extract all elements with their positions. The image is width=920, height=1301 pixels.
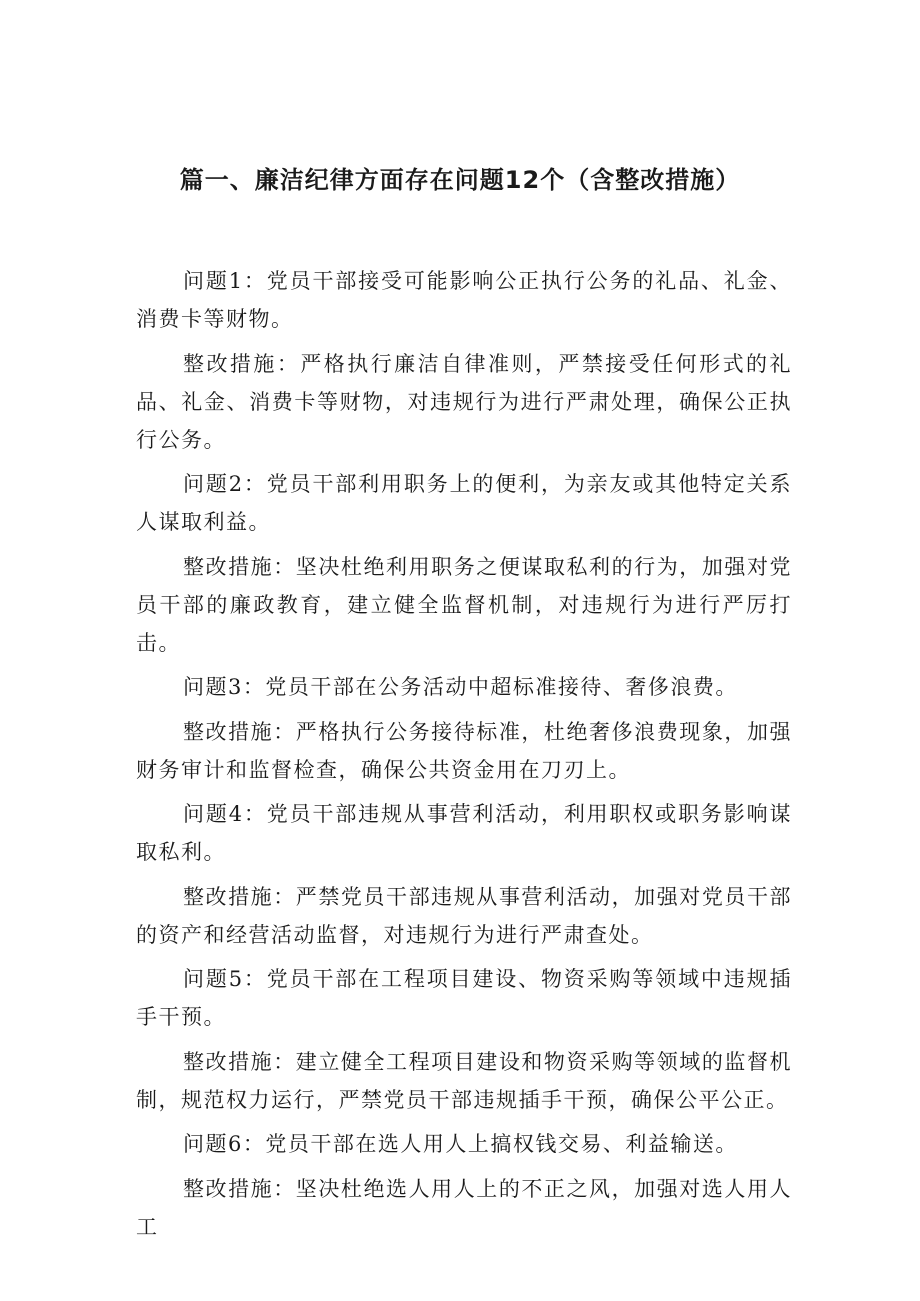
issue-label: 问题1： [183, 269, 267, 293]
issue-text: 党员干部在工程项目建设、物资采购等领域中违规插手干预。 [136, 967, 792, 1029]
issue-paragraph-6 [136, 1125, 792, 1163]
issue-paragraph-1 [136, 262, 792, 338]
issue-text: 党员干部接受可能影响公正执行公务的礼品、礼金、消费卡等财物。 [136, 269, 792, 331]
measure-label: 整改措施： [183, 1050, 296, 1074]
document-title: 篇一、廉洁纪律方面存在问题12个（含整改措施） [179, 166, 741, 194]
measure-text: 严禁党员干部违规从事营利活动，加强对党员干部的资产和经营活动监督，对违规行为进行严肃查处。 [136, 885, 793, 947]
issue-paragraph-2 [136, 465, 792, 541]
measure-label: 整改措施： [183, 720, 296, 744]
measure-paragraph-4 [136, 878, 792, 954]
measure-paragraph-6 [136, 1170, 792, 1246]
issue-text: 党员干部利用职务上的便利，为亲友或其他特定关系人谋取利益。 [136, 472, 792, 534]
measure-paragraph-2 [136, 548, 792, 662]
issue-text: 党员干部在选人用人上搞权钱交易、利益输送。 [265, 1132, 738, 1156]
issue-paragraph-3 [136, 668, 792, 706]
measure-text: 严格执行廉洁自律准则，严禁接受任何形式的礼品、礼金、消费卡等财物，对违规行为进行严肃处理，确保公正执行公务。 [136, 352, 793, 452]
issue-label: 问题6： [183, 1132, 266, 1156]
issue-label: 问题3： [183, 675, 266, 699]
measure-text: 严格执行公务接待标准，杜绝奢侈浪费现象，加强财务审计和监督检查，确保公共资金用在刀刃上。 [136, 720, 793, 782]
document-body [136, 262, 792, 1246]
issue-text: 党员干部在公务活动中超标准接待、奢侈浪费。 [265, 675, 738, 699]
issue-text: 党员干部违规从事营利活动，利用职权或职务影响谋取私利。 [136, 802, 792, 864]
measure-paragraph-1 [136, 345, 792, 459]
issue-label: 问题2： [183, 472, 267, 496]
measure-paragraph-5 [136, 1043, 792, 1119]
measure-text: 坚决杜绝选人用人上的不正之风，加强对选人用人工 [136, 1177, 793, 1239]
issue-label: 问题4： [183, 802, 267, 826]
measure-label: 整改措施： [183, 555, 296, 579]
measure-text: 坚决杜绝利用职务之便谋取私利的行为，加强对党员干部的廉政教育，建立健全监督机制，对违规行为进行严厉打击。 [136, 555, 793, 655]
issue-paragraph-4 [136, 795, 792, 871]
measure-label: 整改措施： [183, 1177, 296, 1201]
measure-paragraph-3 [136, 713, 792, 789]
issue-label: 问题5： [183, 967, 267, 991]
measure-text: 建立健全工程项目建设和物资采购等领域的监督机制，规范权力运行，严禁党员干部违规插手干预，确保公平公正。 [136, 1050, 793, 1112]
measure-label: 整改措施： [183, 885, 296, 909]
issue-paragraph-5 [136, 960, 792, 1036]
measure-label: 整改措施： [183, 352, 301, 376]
